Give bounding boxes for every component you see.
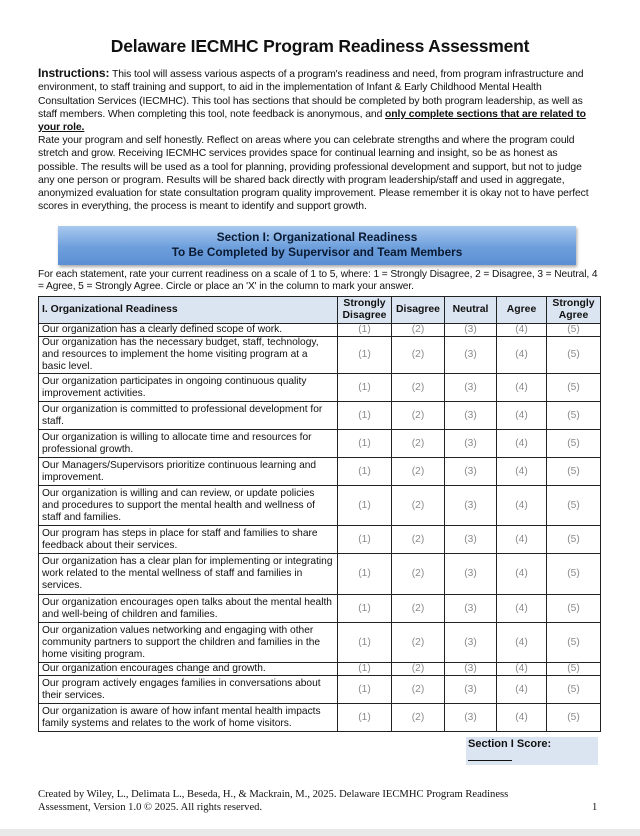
table-row <box>39 595 601 623</box>
rating-option-4[interactable]: (4) <box>497 526 547 554</box>
rating-option-1[interactable]: (1) <box>338 704 392 732</box>
table-header-row <box>39 297 601 324</box>
section-subtitle: To Be Completed by Supervisor and Team Members <box>171 245 463 259</box>
rating-option-2[interactable]: (2) <box>392 458 445 486</box>
table-row <box>39 324 601 337</box>
rating-option-2[interactable]: (2) <box>392 623 445 663</box>
rating-option-4[interactable]: (4) <box>497 704 547 732</box>
rating-option-5[interactable]: (5) <box>547 623 601 663</box>
statement-cell: Our organization has a clear plan for implementing or integrating work related to the mental wellness of staff and families in services. <box>39 554 338 595</box>
statement-cell: Our program has steps in place for staff and families to share feedback about their services. <box>39 526 338 554</box>
rating-option-3[interactable]: (3) <box>445 554 497 595</box>
rating-option-5[interactable]: (5) <box>547 486 601 526</box>
page-number: 1 <box>592 802 598 813</box>
rating-option-5[interactable]: (5) <box>547 402 601 430</box>
rating-option-3[interactable]: (3) <box>445 402 497 430</box>
page-bottom-edge <box>0 829 640 836</box>
rating-option-4[interactable]: (4) <box>497 554 547 595</box>
statement-cell: Our Managers/Supervisors prioritize continuous learning and improvement. <box>39 458 338 486</box>
rating-option-3[interactable]: (3) <box>445 595 497 623</box>
rating-option-1[interactable]: (1) <box>338 337 392 374</box>
statement-cell: Our organization is willing to allocate time and resources for professional growth. <box>39 430 338 458</box>
statement-cell: Our organization is willing and can review, or update policies and procedures to support the mental health and wellness of staff and families. <box>39 486 338 526</box>
rating-option-4[interactable]: (4) <box>497 595 547 623</box>
table-row <box>39 402 601 430</box>
statement-cell: Our organization encourages open talks about the mental health and well-being of children and families. <box>39 595 338 623</box>
rating-option-1[interactable]: (1) <box>338 623 392 663</box>
statement-cell: Our organization has the necessary budget, staff, technology, and resources to implement the home visiting program at a basic level. <box>39 337 338 374</box>
rating-option-3[interactable]: (3) <box>445 324 497 337</box>
table-row <box>39 704 601 732</box>
rating-option-4[interactable]: (4) <box>497 623 547 663</box>
rating-option-2[interactable]: (2) <box>392 324 445 337</box>
rating-option-2[interactable]: (2) <box>392 402 445 430</box>
table-row <box>39 676 601 704</box>
rating-option-2[interactable]: (2) <box>392 676 445 704</box>
rating-option-2[interactable]: (2) <box>392 663 445 676</box>
page-title: Delaware IECMHC Program Readiness Assessment <box>110 36 530 56</box>
section-intro: For each statement, rate your current readiness on a scale of 1 to 5, where: 1 = Strongly Disagree, 2 = Disagree, 3 = Neutral, 4 = Agree, 5 = Strongly Agree. Circle or place an 'X' in the column to mark your answer. <box>38 269 598 293</box>
rating-option-4[interactable]: (4) <box>497 430 547 458</box>
table-body <box>39 324 601 732</box>
readiness-table <box>38 296 601 732</box>
rating-option-4[interactable]: (4) <box>497 374 547 402</box>
statement-cell: Our organization has a clearly defined scope of work. <box>39 324 338 337</box>
rating-option-2[interactable]: (2) <box>392 374 445 402</box>
header-disagree: Disagree <box>392 297 445 324</box>
rating-option-1[interactable]: (1) <box>338 374 392 402</box>
rating-option-5[interactable]: (5) <box>547 458 601 486</box>
rating-option-2[interactable]: (2) <box>392 704 445 732</box>
rating-option-1[interactable]: (1) <box>338 554 392 595</box>
rating-option-1[interactable]: (1) <box>338 402 392 430</box>
rating-option-1[interactable]: (1) <box>338 676 392 704</box>
instructions-text: This tool will assess various aspects of a program's readiness and need, from program infrastructure and environment, to staff training and support, to aid in the implementation of Infant & Early Childhood Mental Health Consultation Services (IECMHC). This tool has sections that should be completed by both program leadership, as well as staff members. When completing this tool, note feedback is anonymous, and <box>38 69 584 120</box>
rating-option-1[interactable]: (1) <box>338 458 392 486</box>
rating-option-5[interactable]: (5) <box>547 676 601 704</box>
instructions-label: Instructions: <box>38 66 110 80</box>
rating-option-4[interactable]: (4) <box>497 402 547 430</box>
header-strongly-disagree: Strongly Disagree <box>338 297 392 324</box>
statement-cell: Our program actively engages families in conversations about their services. <box>39 676 338 704</box>
rating-option-3[interactable]: (3) <box>445 486 497 526</box>
rating-option-2[interactable]: (2) <box>392 337 445 374</box>
statement-cell: Our organization participates in ongoing continuous quality improvement activities. <box>39 374 338 402</box>
rating-option-1[interactable]: (1) <box>338 663 392 676</box>
rating-option-4[interactable]: (4) <box>497 663 547 676</box>
rating-option-5[interactable]: (5) <box>547 374 601 402</box>
table-row <box>39 337 601 374</box>
rate-paragraph: Rate your program and self honestly. Reflect on areas where you can celebrate strengths and where the program could stretch and grow. Receiving IECMHC services provides space for continual learning and insight, so be as honest as possible. The results will be used as a tool for planning, providing professional development and support, but not to judge any one person or program. Results will be shared back directly with program leadership/staff and used in aggregate, anonymized evaluation for state consultation program quality improvement. Please remember it is okay not to have perfect scores in everything, the process is meant to identify and support growth. <box>38 135 589 213</box>
rating-option-5[interactable]: (5) <box>547 704 601 732</box>
rating-option-2[interactable]: (2) <box>392 595 445 623</box>
rating-option-3[interactable]: (3) <box>445 623 497 663</box>
section-title: Section I: Organizational Readiness <box>216 230 418 244</box>
rating-option-5[interactable]: (5) <box>547 554 601 595</box>
section-score-label: Section I Score: <box>468 738 552 750</box>
section-score <box>466 737 598 765</box>
section-score-field[interactable] <box>468 750 512 761</box>
header-agree: Agree <box>497 297 547 324</box>
table-row <box>39 430 601 458</box>
rating-option-4[interactable]: (4) <box>497 324 547 337</box>
rating-option-3[interactable]: (3) <box>445 663 497 676</box>
statement-cell: Our organization is aware of how infant mental health impacts family systems and relates to the work of home visitors. <box>39 704 338 732</box>
table-row <box>39 663 601 676</box>
rating-option-2[interactable]: (2) <box>392 526 445 554</box>
table-row <box>39 458 601 486</box>
rating-option-3[interactable]: (3) <box>445 704 497 732</box>
rating-option-3[interactable]: (3) <box>445 430 497 458</box>
section-banner <box>58 226 576 265</box>
rating-option-3[interactable]: (3) <box>445 337 497 374</box>
rating-option-2[interactable]: (2) <box>392 486 445 526</box>
table-row <box>39 526 601 554</box>
header-strongly-agree: Strongly Agree <box>547 297 601 324</box>
rating-option-2[interactable]: (2) <box>392 554 445 595</box>
rating-option-1[interactable]: (1) <box>338 324 392 337</box>
rating-option-3[interactable]: (3) <box>445 374 497 402</box>
table-row <box>39 486 601 526</box>
rating-option-3[interactable]: (3) <box>445 676 497 704</box>
rating-option-1[interactable]: (1) <box>338 595 392 623</box>
rating-option-1[interactable]: (1) <box>338 486 392 526</box>
rating-option-1[interactable]: (1) <box>338 526 392 554</box>
rating-option-4[interactable]: (4) <box>497 486 547 526</box>
statement-cell: Our organization values networking and engaging with other community partners to support the children and families in the home visiting program. <box>39 623 338 663</box>
rating-option-4[interactable]: (4) <box>497 458 547 486</box>
rating-option-5[interactable]: (5) <box>547 337 601 374</box>
rating-option-3[interactable]: (3) <box>445 526 497 554</box>
statement-cell: Our organization encourages change and growth. <box>39 663 338 676</box>
header-section: I. Organizational Readiness <box>39 297 338 324</box>
rating-option-4[interactable]: (4) <box>497 676 547 704</box>
table-row <box>39 554 601 595</box>
header-neutral: Neutral <box>445 297 497 324</box>
rating-option-4[interactable]: (4) <box>497 337 547 374</box>
rating-option-5[interactable]: (5) <box>547 595 601 623</box>
footer-citation: Created by Wiley, L., Delimata L., Beseda, H., & Mackrain, M., 2025. Delaware IECMHC Program Readiness Assessment, Version 1.0 © 2025. All rights reserved. <box>38 789 509 813</box>
instructions-paragraph <box>38 67 598 134</box>
rating-option-1[interactable]: (1) <box>338 430 392 458</box>
statement-cell: Our organization is committed to professional development for staff. <box>39 402 338 430</box>
rating-option-2[interactable]: (2) <box>392 430 445 458</box>
rating-option-5[interactable]: (5) <box>547 430 601 458</box>
table-row <box>39 623 601 663</box>
rating-option-3[interactable]: (3) <box>445 458 497 486</box>
instructions-emphasis: only complete sections that are related to your role. <box>38 108 586 134</box>
rating-option-5[interactable]: (5) <box>547 324 601 337</box>
rating-option-5[interactable]: (5) <box>547 663 601 676</box>
rating-option-5[interactable]: (5) <box>547 526 601 554</box>
table-row <box>39 374 601 402</box>
